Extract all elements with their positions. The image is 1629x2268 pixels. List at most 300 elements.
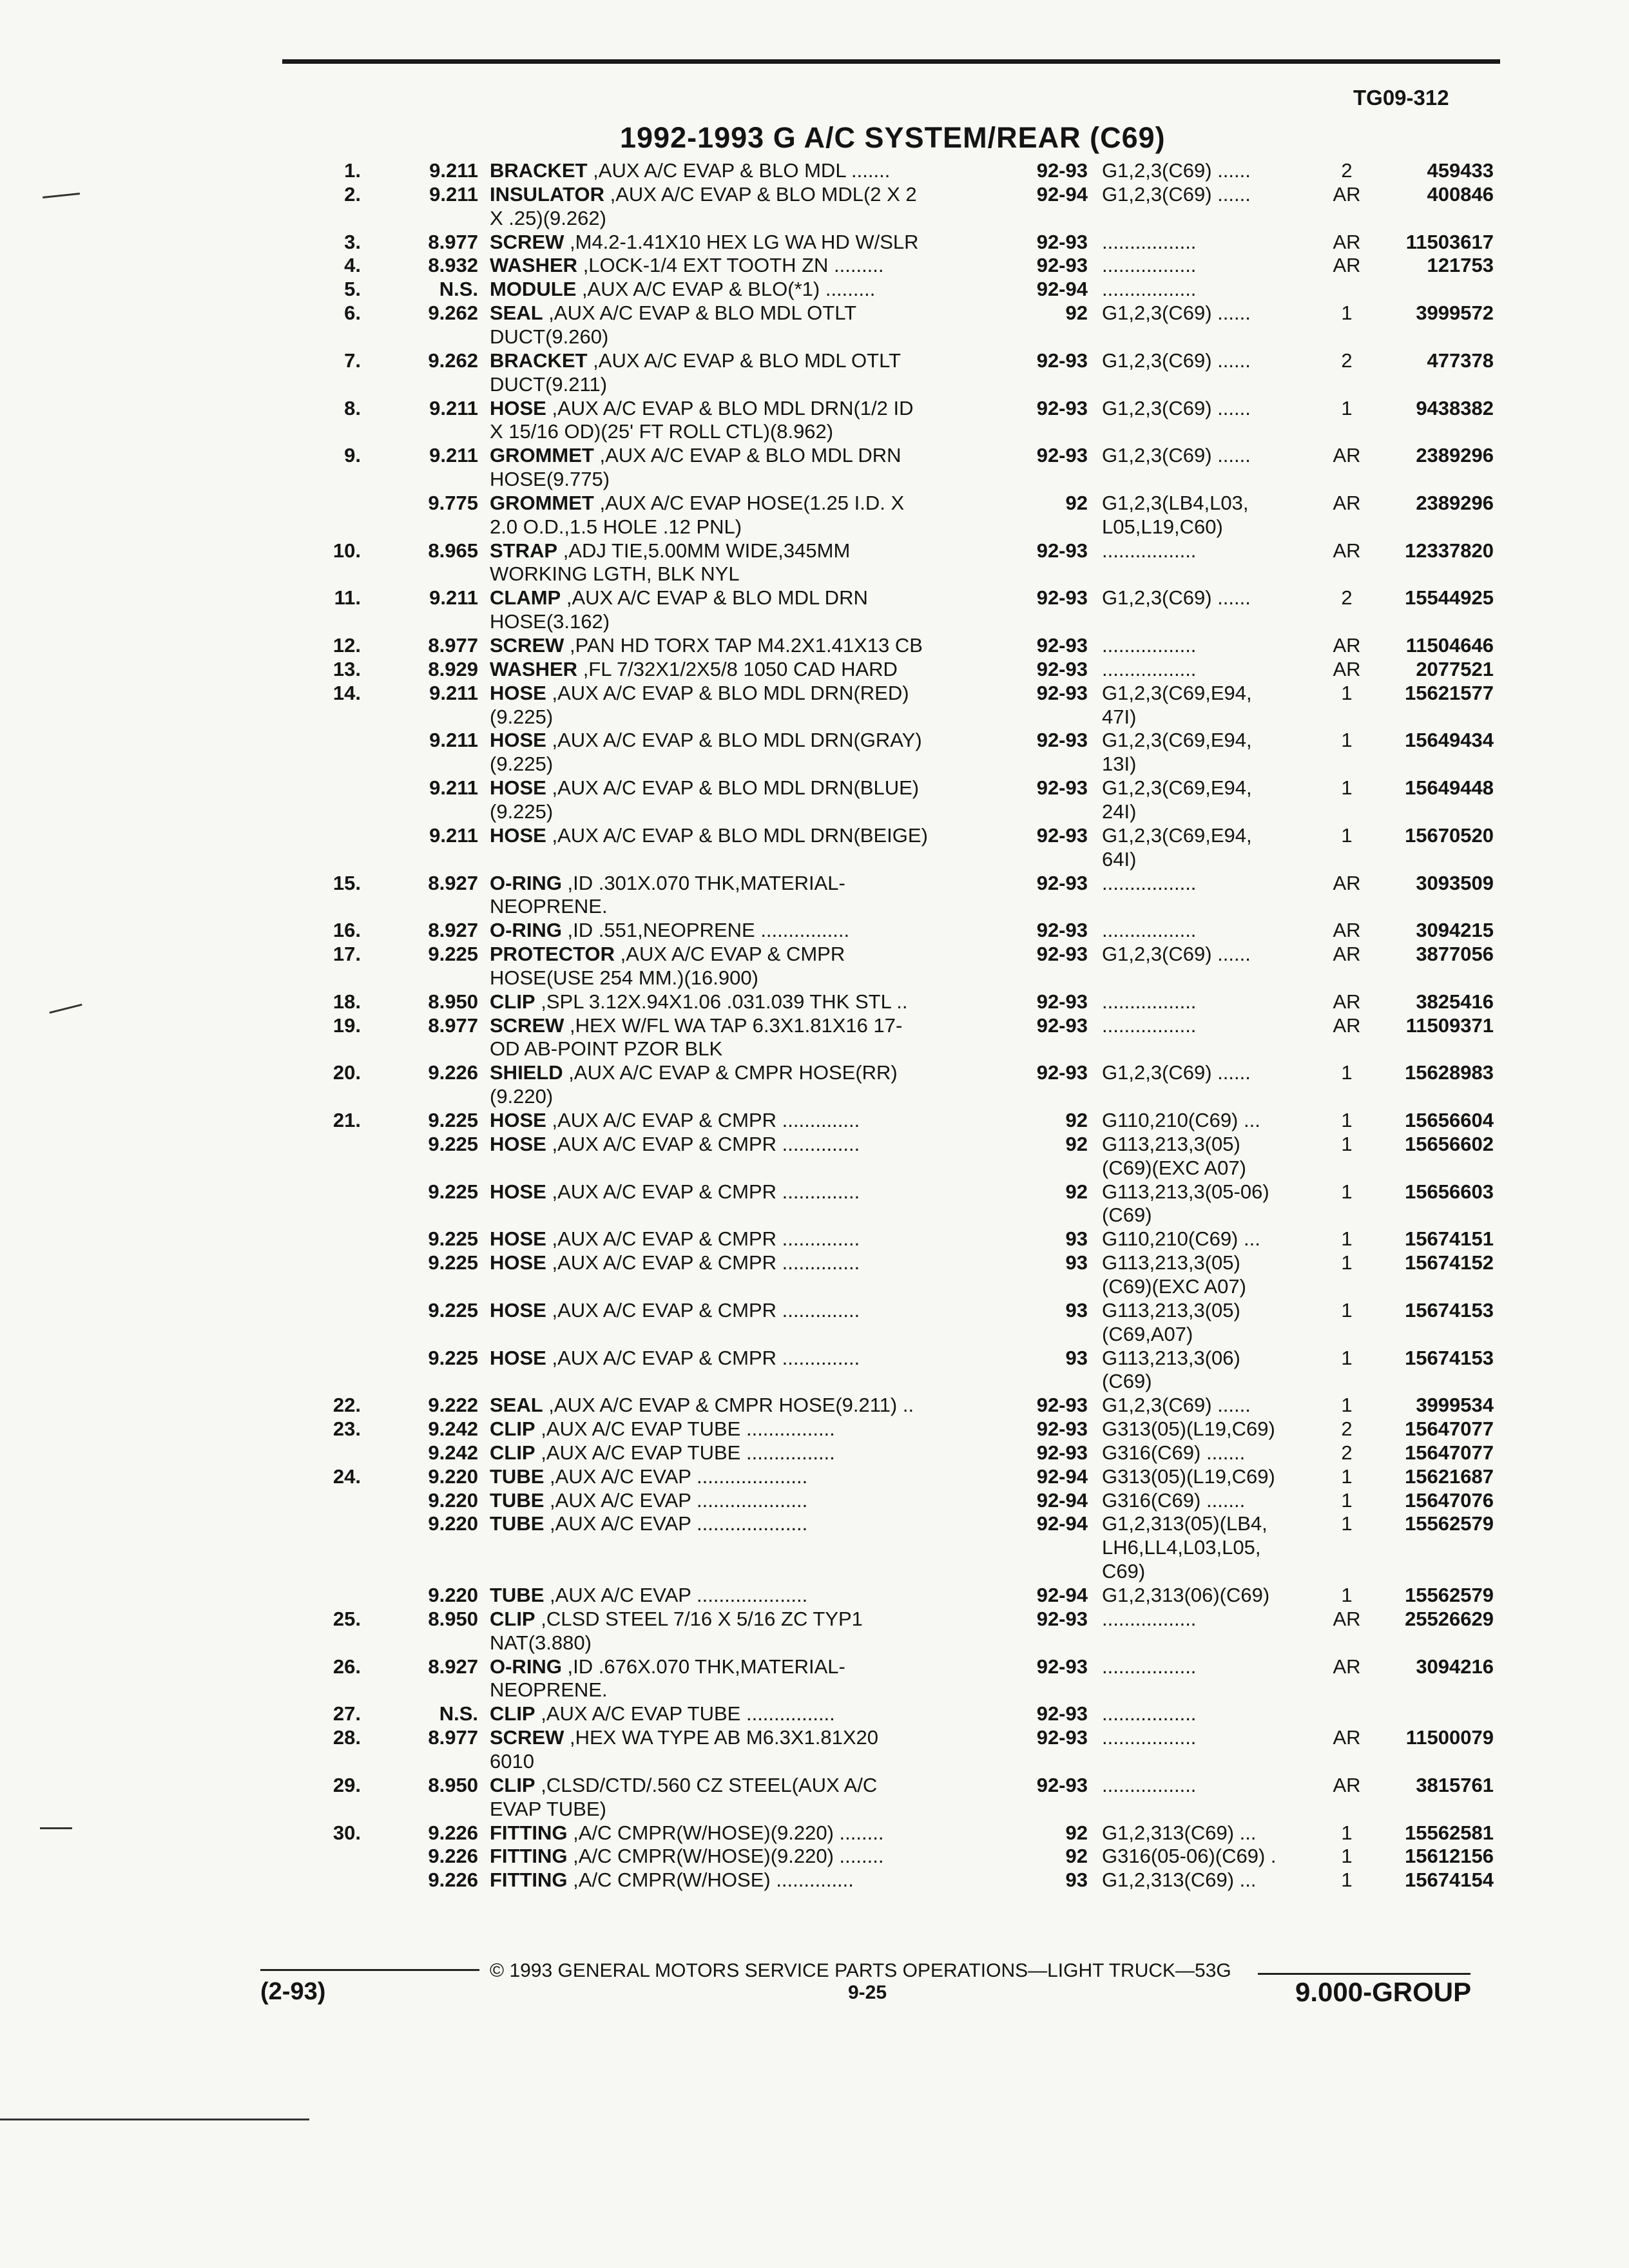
item-number: 14. bbox=[333, 681, 361, 704]
part-detail: ,ID .676X.070 THK,MATERIAL- bbox=[561, 1655, 845, 1678]
part-detail: ,AUX A/C EVAP & BLO MDL DRN(RED) bbox=[546, 681, 909, 704]
application: ................. bbox=[1102, 1702, 1197, 1725]
group-number: 9.220 bbox=[428, 1465, 478, 1488]
part-detail: ,A/C CMPR(W/HOSE)(9.220) ........ bbox=[567, 1845, 884, 1868]
part-description bbox=[490, 1750, 1005, 1773]
part-description bbox=[490, 990, 1005, 1014]
model-years: 92-93 bbox=[1036, 776, 1088, 800]
application: ................. bbox=[1102, 1773, 1197, 1796]
quantity: 1 bbox=[1341, 1845, 1353, 1868]
model-years: 92-93 bbox=[1036, 586, 1088, 610]
application: G316(C69) ....... bbox=[1102, 1441, 1246, 1464]
footer-date-code: (2-93) bbox=[260, 1978, 326, 2005]
application: (C69) bbox=[1102, 1204, 1152, 1227]
group-number: 9.225 bbox=[428, 943, 478, 966]
group-number: 9.226 bbox=[428, 1845, 478, 1868]
application: ................. bbox=[1102, 539, 1197, 562]
part-detail: ,A/C CMPR(W/HOSE) .............. bbox=[567, 1869, 854, 1892]
part-description bbox=[490, 1061, 1005, 1084]
group-number: 9.775 bbox=[428, 491, 478, 514]
model-years: 92 bbox=[1065, 1180, 1088, 1203]
part-description bbox=[490, 397, 1005, 420]
part-description bbox=[490, 943, 1005, 966]
quantity: 1 bbox=[1341, 1821, 1353, 1844]
part-name: SEAL bbox=[490, 302, 543, 325]
model-years: 92-93 bbox=[1036, 943, 1088, 966]
group-number: 8.977 bbox=[428, 1726, 478, 1749]
footer-group: 9.000-GROUP bbox=[1295, 1977, 1472, 2007]
part-description bbox=[490, 1512, 1005, 1535]
part-name: SCREW bbox=[490, 1014, 564, 1037]
part-name: HOSE bbox=[490, 823, 546, 847]
part-name: TUBE bbox=[490, 1465, 545, 1488]
item-number: 21. bbox=[333, 1109, 361, 1131]
application: G110,210(C69) ... bbox=[1102, 1227, 1260, 1251]
part-detail: NEOPRENE. bbox=[490, 1678, 608, 1702]
part-description bbox=[490, 254, 1005, 277]
quantity: 1 bbox=[1341, 1251, 1353, 1274]
quantity: 1 bbox=[1341, 1061, 1353, 1084]
group-number: 8.977 bbox=[428, 634, 478, 657]
item-number: 1. bbox=[344, 159, 361, 182]
group-number: 9.226 bbox=[428, 1869, 478, 1892]
item-number: 4. bbox=[344, 254, 361, 277]
group-number: 9.262 bbox=[428, 349, 478, 372]
part-description bbox=[490, 1133, 1005, 1156]
part-number: 15647077 bbox=[1405, 1441, 1494, 1464]
model-years: 92-93 bbox=[1036, 634, 1088, 657]
item-number: 29. bbox=[333, 1773, 361, 1796]
model-years: 92-93 bbox=[1036, 1773, 1088, 1796]
part-detail: ,AUX A/C EVAP & CMPR .............. bbox=[546, 1109, 860, 1131]
model-years: 92-93 bbox=[1036, 681, 1088, 704]
part-detail: ,AUX A/C EVAP & CMPR .............. bbox=[546, 1132, 860, 1155]
application: G113,213,3(06) bbox=[1102, 1346, 1240, 1369]
part-number: 3999534 bbox=[1416, 1394, 1494, 1417]
application: ................. bbox=[1102, 254, 1197, 277]
model-years: 92-94 bbox=[1036, 278, 1088, 301]
model-years: 92-93 bbox=[1036, 1061, 1088, 1084]
part-description bbox=[490, 1418, 1005, 1441]
group-number: 9.211 bbox=[429, 444, 478, 467]
part-description bbox=[490, 207, 1005, 230]
part-name: MODULE bbox=[490, 278, 577, 301]
part-detail: ,HEX W/FL WA TAP 6.3X1.81X16 17- bbox=[564, 1014, 903, 1037]
group-number: 9.225 bbox=[428, 1109, 478, 1131]
part-name: BRACKET bbox=[490, 159, 588, 182]
application: G113,213,3(05) bbox=[1102, 1298, 1240, 1321]
part-detail: ,AUX A/C EVAP & CMPR .............. bbox=[546, 1251, 860, 1274]
part-detail: ,CLSD STEEL 7/16 X 5/16 ZC TYP1 bbox=[535, 1607, 863, 1630]
group-number: 9.211 bbox=[429, 776, 478, 800]
item-number: 5. bbox=[344, 278, 361, 301]
model-years: 92-93 bbox=[1036, 1702, 1088, 1725]
part-name: FITTING bbox=[490, 1869, 568, 1892]
model-years: 92-93 bbox=[1036, 1418, 1088, 1441]
part-name: CLIP bbox=[490, 1702, 535, 1725]
quantity: 1 bbox=[1341, 1488, 1353, 1512]
part-description bbox=[490, 1109, 1005, 1132]
group-number: 8.927 bbox=[428, 919, 478, 942]
item-number: 27. bbox=[333, 1702, 361, 1725]
model-years: 92 bbox=[1065, 1845, 1088, 1868]
part-description bbox=[490, 1726, 1005, 1749]
part-detail: ,A/C CMPR(W/HOSE)(9.220) ........ bbox=[567, 1821, 884, 1844]
application: G113,213,3(05) bbox=[1102, 1132, 1240, 1155]
part-detail: ,AUX A/C EVAP & CMPR .............. bbox=[546, 1298, 860, 1321]
part-name: HOSE bbox=[490, 1346, 546, 1369]
part-description bbox=[490, 231, 1005, 254]
item-number: 19. bbox=[333, 1014, 361, 1037]
item-number: 8. bbox=[344, 396, 361, 419]
part-name: CLAMP bbox=[490, 586, 561, 610]
quantity: 1 bbox=[1341, 1394, 1353, 1417]
part-name: FITTING bbox=[490, 1845, 568, 1868]
item-number: 28. bbox=[333, 1726, 361, 1749]
application: (C69)(EXC A07) bbox=[1102, 1156, 1246, 1179]
quantity: 2 bbox=[1341, 1418, 1353, 1441]
part-description bbox=[490, 1465, 1005, 1488]
part-description bbox=[490, 539, 1005, 562]
quantity: 1 bbox=[1341, 681, 1353, 704]
application: G1,2,3(C69) ...... bbox=[1102, 302, 1251, 325]
part-detail: ,AUX A/C EVAP & CMPR HOSE(RR) bbox=[563, 1061, 898, 1084]
application: L05,L19,C60) bbox=[1102, 515, 1223, 538]
quantity: AR bbox=[1333, 539, 1361, 562]
quantity: 1 bbox=[1341, 1512, 1353, 1535]
part-detail: ,SPL 3.12X.94X1.06 .031.039 THK STL .. bbox=[535, 990, 908, 1013]
model-years: 92-93 bbox=[1036, 1441, 1088, 1464]
group-number: 8.950 bbox=[428, 1607, 478, 1630]
part-number: 2389296 bbox=[1416, 491, 1494, 514]
application: G313(05)(L19,C69) bbox=[1102, 1418, 1275, 1441]
quantity: 1 bbox=[1341, 1298, 1353, 1321]
part-number: 12337820 bbox=[1405, 539, 1494, 562]
quantity: AR bbox=[1333, 182, 1361, 206]
part-description bbox=[490, 658, 1005, 681]
group-number: 9.225 bbox=[428, 1298, 478, 1321]
part-detail: HOSE(3.162) bbox=[490, 610, 610, 633]
application: G1,2,3(C69) ...... bbox=[1102, 444, 1251, 467]
quantity: 1 bbox=[1341, 1180, 1353, 1203]
part-number: 15628983 bbox=[1405, 1061, 1494, 1084]
footer-rule-left bbox=[260, 1969, 479, 1971]
part-detail: DUCT(9.260) bbox=[490, 325, 609, 348]
part-description bbox=[490, 278, 1005, 301]
part-detail: ,AUX A/C EVAP .................... bbox=[544, 1512, 808, 1535]
part-number: 11504646 bbox=[1405, 634, 1494, 657]
quantity: AR bbox=[1333, 871, 1361, 894]
part-description bbox=[490, 966, 1005, 990]
part-name: CLIP bbox=[490, 990, 535, 1013]
part-detail: ,AUX A/C EVAP HOSE(1.25 I.D. X bbox=[593, 491, 905, 514]
part-detail: ,AUX A/C EVAP .................... bbox=[544, 1584, 808, 1606]
application: G113,213,3(05-06) bbox=[1102, 1180, 1269, 1203]
group-number: 8.950 bbox=[428, 1773, 478, 1796]
part-number: 15562579 bbox=[1405, 1584, 1494, 1606]
application: G1,2,313(06)(C69) bbox=[1102, 1584, 1270, 1606]
part-name: O-RING bbox=[490, 1655, 562, 1678]
part-number: 15656602 bbox=[1405, 1132, 1494, 1155]
application: ................. bbox=[1102, 1607, 1197, 1630]
part-name: HOSE bbox=[490, 1298, 546, 1321]
part-detail: ,AUX A/C EVAP & BLO MDL DRN(1/2 ID bbox=[546, 396, 914, 419]
quantity: 1 bbox=[1341, 1465, 1353, 1488]
model-years: 92-94 bbox=[1036, 1584, 1088, 1606]
quantity: AR bbox=[1333, 634, 1361, 657]
quantity: 1 bbox=[1341, 729, 1353, 752]
group-number: 9.226 bbox=[428, 1061, 478, 1084]
part-detail: (9.225) bbox=[490, 800, 554, 823]
part-detail: ,LOCK-1/4 EXT TOOTH ZN ......... bbox=[577, 254, 884, 277]
application: 24I) bbox=[1102, 800, 1137, 823]
footer-rule-right bbox=[1258, 1973, 1470, 1975]
part-detail: (9.220) bbox=[490, 1085, 554, 1108]
part-number: 25526629 bbox=[1405, 1607, 1494, 1630]
part-description bbox=[490, 325, 1005, 349]
part-number: 459433 bbox=[1427, 159, 1494, 182]
part-number: 3094215 bbox=[1416, 919, 1494, 942]
part-name: FITTING bbox=[490, 1821, 568, 1844]
model-years: 92-94 bbox=[1036, 1465, 1088, 1488]
model-years: 92 bbox=[1065, 1821, 1088, 1844]
part-description bbox=[490, 444, 1005, 467]
group-number: 8.927 bbox=[428, 1655, 478, 1678]
part-number: 15674153 bbox=[1405, 1298, 1494, 1321]
part-number: 15649448 bbox=[1405, 776, 1494, 800]
quantity: 1 bbox=[1341, 302, 1353, 325]
model-years: 92 bbox=[1065, 1132, 1088, 1155]
part-name: HOSE bbox=[490, 1180, 546, 1203]
model-years: 92-93 bbox=[1036, 396, 1088, 419]
item-number: 7. bbox=[344, 349, 361, 372]
part-detail: 6010 bbox=[490, 1749, 534, 1773]
application: G113,213,3(05) bbox=[1102, 1251, 1240, 1274]
model-years: 92-93 bbox=[1036, 657, 1088, 680]
quantity: 2 bbox=[1341, 586, 1353, 610]
model-years: 93 bbox=[1065, 1869, 1088, 1892]
application: (C69) bbox=[1102, 1370, 1152, 1393]
part-number: 15562579 bbox=[1405, 1512, 1494, 1535]
quantity: 1 bbox=[1341, 1584, 1353, 1606]
part-number: 2077521 bbox=[1416, 657, 1494, 680]
application: ................. bbox=[1102, 1726, 1197, 1749]
quantity: 2 bbox=[1341, 1441, 1353, 1464]
part-number: 9438382 bbox=[1416, 396, 1494, 419]
part-description bbox=[490, 824, 1005, 847]
quantity: 1 bbox=[1341, 823, 1353, 847]
item-number: 11. bbox=[334, 586, 361, 610]
part-name: WASHER bbox=[490, 657, 578, 680]
part-detail: ,AUX A/C EVAP & BLO MDL ....... bbox=[587, 159, 891, 182]
quantity: AR bbox=[1333, 1607, 1361, 1630]
part-number: 3825416 bbox=[1416, 990, 1494, 1013]
part-description bbox=[490, 1869, 1005, 1892]
part-detail: ,ADJ TIE,5.00MM WIDE,345MM bbox=[557, 539, 851, 562]
application: ................. bbox=[1102, 634, 1197, 657]
part-name: GROMMET bbox=[490, 444, 594, 467]
application: 47I) bbox=[1102, 705, 1137, 728]
part-description bbox=[490, 562, 1005, 586]
part-name: HOSE bbox=[490, 1109, 546, 1131]
part-number: 15544925 bbox=[1405, 586, 1494, 610]
group-number: 8.965 bbox=[428, 539, 478, 562]
document-code: TG09-312 bbox=[1353, 86, 1449, 110]
model-years: 92-93 bbox=[1036, 230, 1088, 253]
application: G1,2,3(LB4,L03, bbox=[1102, 491, 1249, 514]
application: G316(C69) ....... bbox=[1102, 1488, 1246, 1512]
model-years: 92-93 bbox=[1036, 990, 1088, 1013]
quantity: AR bbox=[1333, 254, 1361, 277]
group-number: 9.225 bbox=[428, 1227, 478, 1251]
part-detail: ,ID .301X.070 THK,MATERIAL- bbox=[561, 871, 845, 894]
part-number: 11503617 bbox=[1405, 230, 1494, 253]
part-description bbox=[490, 1655, 1005, 1678]
part-detail: DUCT(9.211) bbox=[490, 372, 608, 396]
part-name: INSULATOR bbox=[490, 182, 604, 206]
model-years: 92 bbox=[1065, 491, 1088, 514]
part-number: 15612156 bbox=[1405, 1845, 1494, 1868]
part-detail: ,AUX A/C EVAP & BLO MDL DRN bbox=[593, 444, 901, 467]
part-detail: OD AB-POINT PZOR BLK bbox=[490, 1037, 723, 1061]
part-detail: ,CLSD/CTD/.560 CZ STEEL(AUX A/C bbox=[535, 1773, 878, 1796]
part-description bbox=[490, 1678, 1005, 1702]
application: G1,2,3(C69,E94, bbox=[1102, 823, 1252, 847]
part-description bbox=[490, 1227, 1005, 1251]
application: G1,2,313(C69) ... bbox=[1102, 1821, 1257, 1844]
part-description bbox=[490, 468, 1005, 491]
part-number: 15621577 bbox=[1405, 681, 1494, 704]
part-name: SCREW bbox=[490, 634, 564, 657]
part-description bbox=[490, 1821, 1005, 1845]
application: G1,2,3(C69) ...... bbox=[1102, 943, 1251, 966]
footer-copyright: © 1993 GENERAL MOTORS SERVICE PARTS OPERATIONS—LIGHT TRUCK—53G bbox=[490, 1960, 1231, 1981]
application: (C69)(EXC A07) bbox=[1102, 1274, 1246, 1298]
part-description bbox=[490, 895, 1005, 918]
group-number: 9.222 bbox=[428, 1394, 478, 1417]
model-years: 92-93 bbox=[1036, 871, 1088, 894]
application: ................. bbox=[1102, 1014, 1197, 1037]
part-description bbox=[490, 706, 1005, 729]
part-detail: ,AUX A/C EVAP & BLO MDL(2 X 2 bbox=[604, 182, 917, 206]
quantity: 2 bbox=[1341, 159, 1353, 182]
part-name: HOSE bbox=[490, 1251, 546, 1274]
application: G1,2,3(C69,E94, bbox=[1102, 681, 1252, 704]
group-number: 9.242 bbox=[428, 1418, 478, 1441]
part-detail: ,PAN HD TORX TAP M4.2X1.41X13 CB bbox=[564, 634, 923, 657]
group-number: N.S. bbox=[439, 278, 478, 301]
part-name: HOSE bbox=[490, 1227, 546, 1251]
application: G110,210(C69) ... bbox=[1102, 1109, 1260, 1131]
part-description bbox=[490, 729, 1005, 752]
application: G1,2,3(C69,E94, bbox=[1102, 776, 1252, 800]
part-description bbox=[490, 1085, 1005, 1108]
part-description bbox=[490, 1584, 1005, 1607]
part-description bbox=[490, 1489, 1005, 1512]
part-detail: ,AUX A/C EVAP TUBE ................ bbox=[535, 1441, 835, 1464]
group-number: 8.932 bbox=[428, 254, 478, 277]
item-number: 25. bbox=[333, 1607, 361, 1630]
application: ................. bbox=[1102, 657, 1197, 680]
part-detail: 2.0 O.D.,1.5 HOLE .12 PNL) bbox=[490, 515, 742, 538]
group-number: 9.225 bbox=[428, 1132, 478, 1155]
part-detail: ,AUX A/C EVAP & BLO MDL OTLT bbox=[587, 349, 901, 372]
group-number: 9.211 bbox=[429, 396, 478, 419]
application: G1,2,3(C69) ...... bbox=[1102, 586, 1251, 610]
part-number: 15562581 bbox=[1405, 1821, 1494, 1844]
part-detail: X 15/16 OD)(25' FT ROLL CTL)(8.962) bbox=[490, 420, 834, 443]
group-number: 8.977 bbox=[428, 1014, 478, 1037]
group-number: 9.226 bbox=[428, 1821, 478, 1844]
part-number: 3815761 bbox=[1416, 1773, 1494, 1796]
quantity: AR bbox=[1333, 1655, 1361, 1678]
quantity: 1 bbox=[1341, 396, 1353, 419]
part-detail: ,M4.2-1.41X10 HEX LG WA HD W/SLR bbox=[564, 230, 919, 253]
group-number: 9.242 bbox=[428, 1441, 478, 1464]
quantity: AR bbox=[1333, 1773, 1361, 1796]
quantity: 1 bbox=[1341, 776, 1353, 800]
part-number: 15674151 bbox=[1405, 1227, 1494, 1251]
application: G1,2,3(C69) ...... bbox=[1102, 396, 1251, 419]
part-description bbox=[490, 872, 1005, 895]
quantity: AR bbox=[1333, 990, 1361, 1013]
part-number: 3094216 bbox=[1416, 1655, 1494, 1678]
item-number: 13. bbox=[333, 657, 361, 680]
application: ................. bbox=[1102, 230, 1197, 253]
group-number: 9.220 bbox=[428, 1488, 478, 1512]
part-description bbox=[490, 1037, 1005, 1061]
part-detail: WORKING LGTH, BLK NYL bbox=[490, 562, 740, 586]
part-description bbox=[490, 753, 1005, 776]
application: G1,2,3(C69) ...... bbox=[1102, 1061, 1251, 1084]
application: ................. bbox=[1102, 990, 1197, 1013]
group-number: 8.977 bbox=[428, 230, 478, 253]
part-name: O-RING bbox=[490, 871, 562, 894]
item-number: 17. bbox=[333, 943, 361, 966]
part-description bbox=[490, 634, 1005, 657]
part-description bbox=[490, 1608, 1005, 1631]
part-number: 15649434 bbox=[1405, 729, 1494, 752]
quantity: AR bbox=[1333, 1726, 1361, 1749]
page-title: 1992-1993 G A/C SYSTEM/REAR (C69) bbox=[620, 121, 1166, 154]
part-number: 400846 bbox=[1427, 182, 1494, 206]
model-years: 92-93 bbox=[1036, 254, 1088, 277]
model-years: 93 bbox=[1065, 1251, 1088, 1274]
model-years: 92 bbox=[1065, 302, 1088, 325]
part-name: PROTECTOR bbox=[490, 943, 615, 966]
part-description bbox=[490, 159, 1005, 182]
application: ................. bbox=[1102, 1655, 1197, 1678]
group-number: 9.211 bbox=[429, 729, 478, 752]
part-description bbox=[490, 1299, 1005, 1322]
model-years: 92-93 bbox=[1036, 1607, 1088, 1630]
part-detail: ,AUX A/C EVAP TUBE ................ bbox=[535, 1702, 835, 1725]
application: C69) bbox=[1102, 1560, 1146, 1583]
part-name: GROMMET bbox=[490, 491, 594, 514]
quantity: 1 bbox=[1341, 1109, 1353, 1131]
group-number: 9.211 bbox=[429, 586, 478, 610]
part-name: SCREW bbox=[490, 230, 564, 253]
item-number: 24. bbox=[333, 1465, 361, 1488]
application: ................. bbox=[1102, 919, 1197, 942]
part-description bbox=[490, 919, 1005, 942]
application: G316(05-06)(C69) . bbox=[1102, 1845, 1277, 1868]
quantity: 2 bbox=[1341, 349, 1353, 372]
model-years: 92-93 bbox=[1036, 823, 1088, 847]
model-years: 92 bbox=[1065, 1109, 1088, 1131]
part-number: 121753 bbox=[1427, 254, 1494, 277]
quantity: 1 bbox=[1341, 1132, 1353, 1155]
